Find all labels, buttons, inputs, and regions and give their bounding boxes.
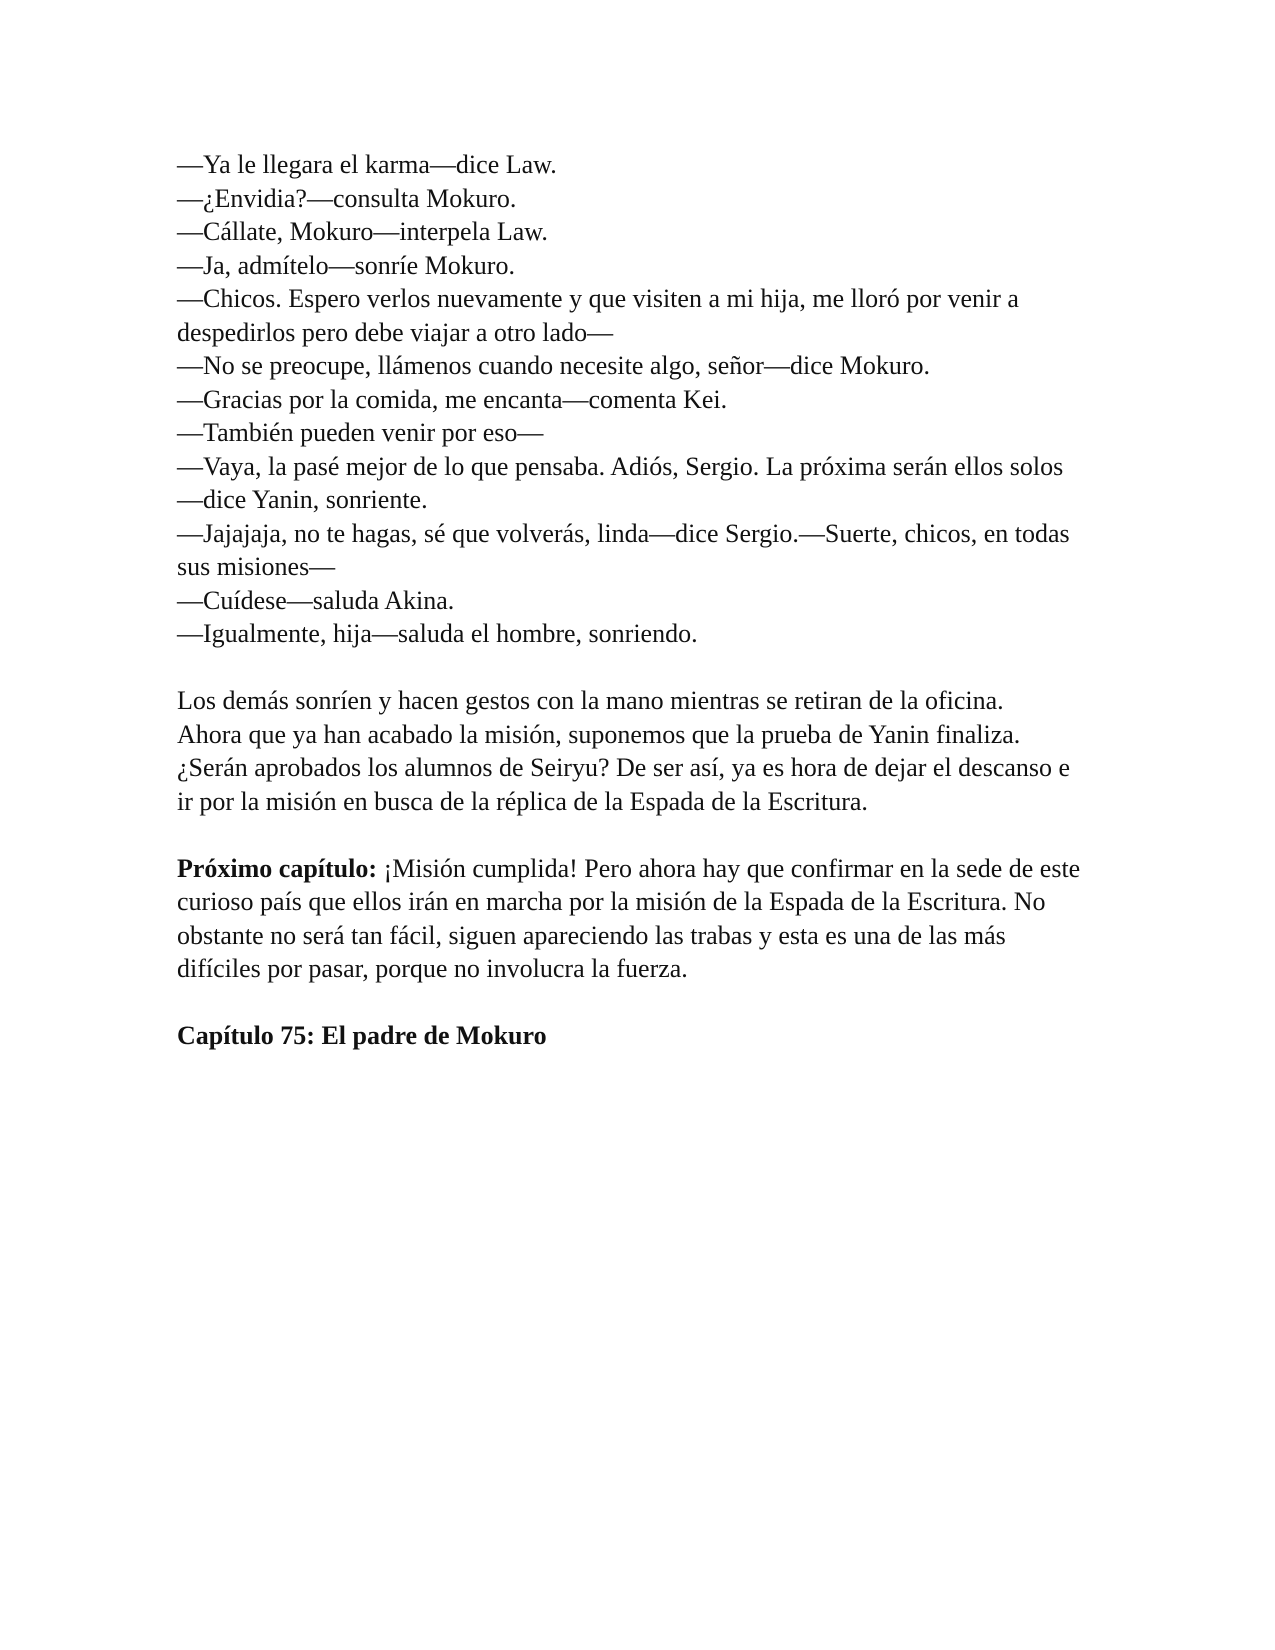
narration-paragraph: Ahora que ya han acabado la misión, suponemos que la prueba de Yanin finaliza. ¿Serán aprobados los alumnos de Seiryu? De ser así, ya es hora de dejar el descanso e ir por la misión en busca de la réplica de la Espada de la Escritura.	[177, 719, 1071, 816]
next-chapter-text: ¡Misión cumplida! Pero ahora hay que confirmar en la sede de este curioso país que ellos irán en marcha por la misión de la Espada de la Escritura. No obstante no será tan fácil, siguen apareciendo las trabas y esta es una de las más difíciles por pasar, porque no involucra la fuerza.	[177, 853, 1081, 983]
next-chapter-label: Próximo capítulo:	[177, 853, 378, 883]
paragraph-gap	[177, 651, 1087, 685]
dialogue-line: —¿Envidia?—consulta Mokuro.	[177, 183, 517, 213]
dialogue-line: —Ya le llegara el karma—dice Law.	[177, 150, 557, 179]
dialogue-line: —Cállate, Mokuro—interpela Law.	[177, 217, 548, 246]
next-chapter-paragraph	[177, 852, 1087, 986]
document-body	[177, 148, 1087, 1053]
paragraph-gap	[177, 818, 1087, 852]
dialogue-line: —Ja, admítelo—sonríe Mokuro.	[177, 250, 515, 280]
narration-paragraph: Los demás sonríen y hacen gestos con la mano mientras se retiran de la oficina.	[177, 686, 1004, 715]
dialogue-line: —Vaya, la pasé mejor de lo que pensaba. Adiós, Sergio. La próxima serán ellos solos—dice Yanin, sonriente.	[177, 451, 1064, 514]
dialogue-line: —Igualmente, hija—saluda el hombre, sonriendo.	[177, 619, 698, 648]
dialogue-line: —Gracias por la comida, me encanta—comenta Kei.	[177, 384, 728, 414]
paragraph-gap	[177, 986, 1087, 1020]
dialogue-line: —Cuídese—saluda Akina.	[177, 585, 455, 615]
chapter-title: Capítulo 75: El padre de Mokuro	[177, 1021, 547, 1050]
dialogue-line: —También pueden venir por eso—	[177, 418, 544, 447]
dialogue-line: —Chicos. Espero verlos nuevamente y que visiten a mi hija, me lloró por venir a despedirlos pero debe viajar a otro lado—	[177, 284, 1019, 347]
dialogue-line: —Jajajaja, no te hagas, sé que volverás, linda—dice Sergio.—Suerte, chicos, en todas sus misiones—	[177, 518, 1070, 581]
dialogue-line: —No se preocupe, llámenos cuando necesite algo, señor—dice Mokuro.	[177, 351, 931, 380]
